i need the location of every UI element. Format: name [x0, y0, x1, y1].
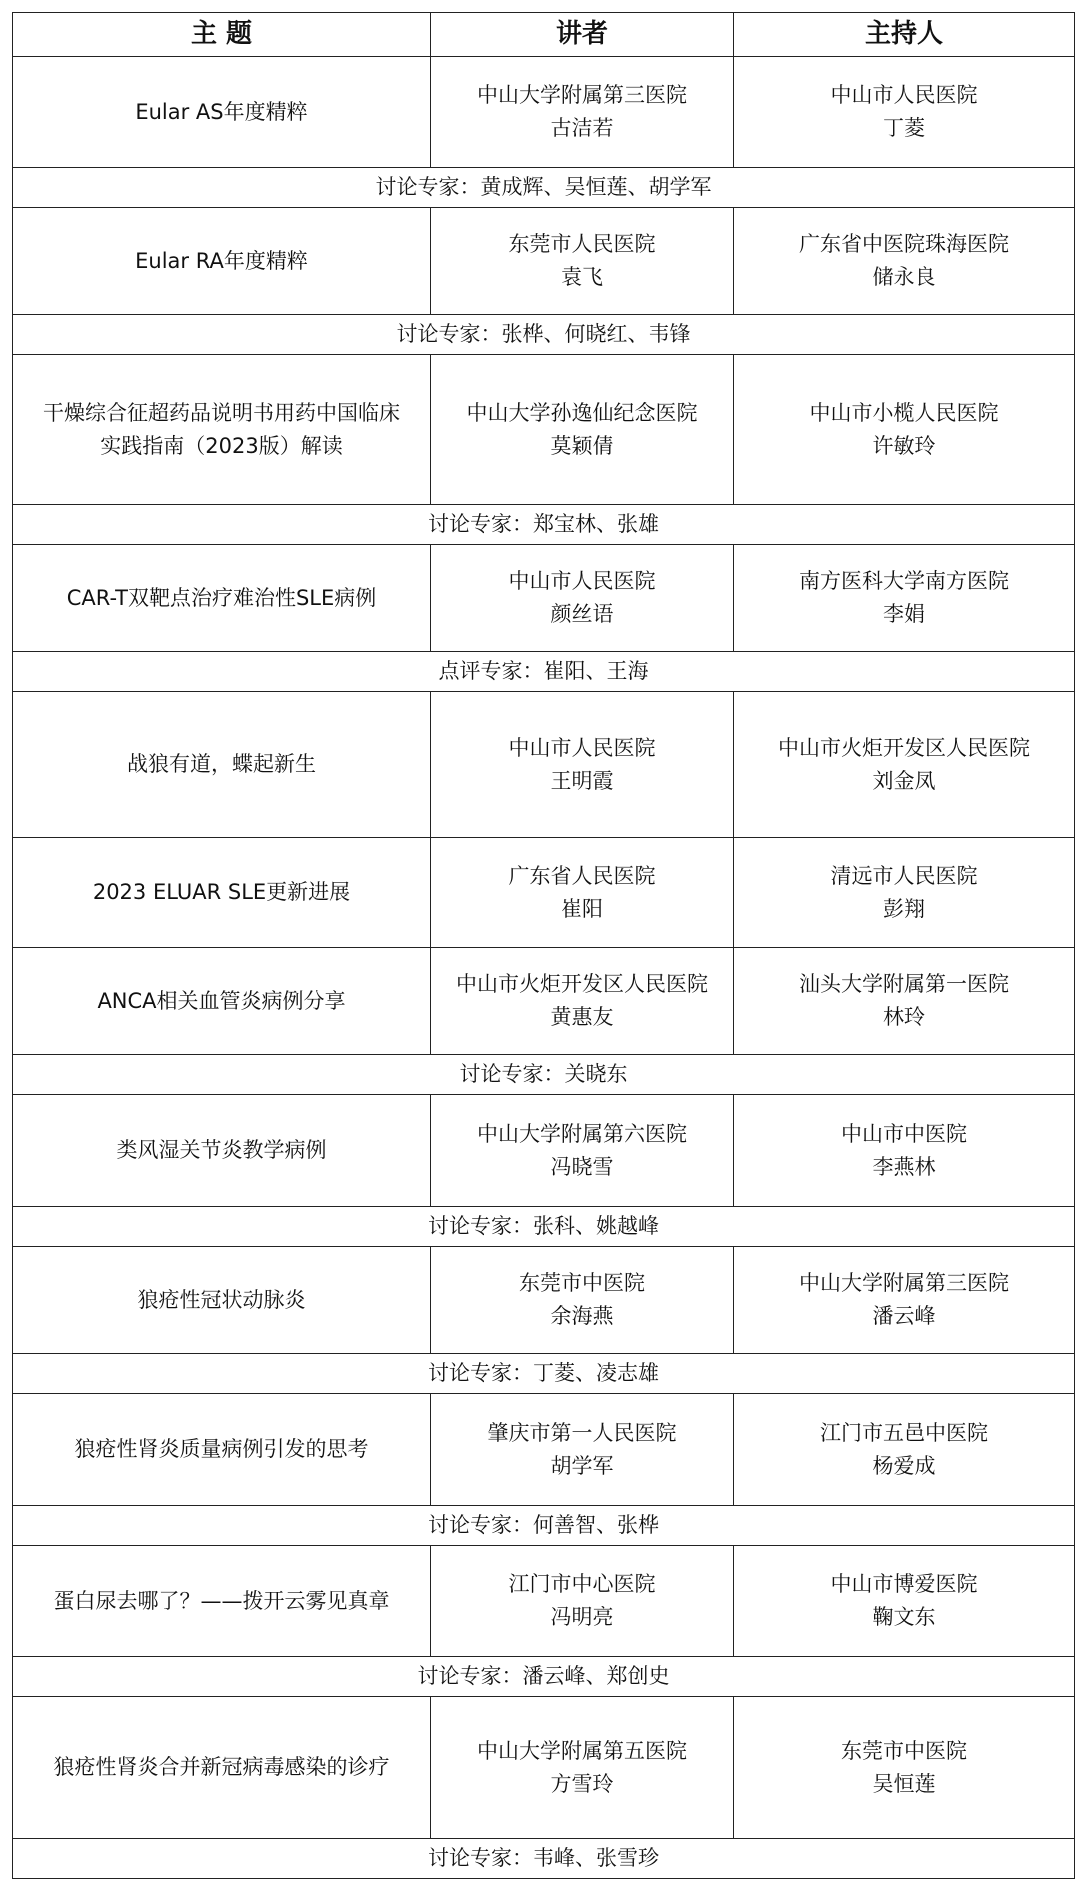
discussion-experts: 讨论专家：丁菱、凌志雄: [13, 1354, 1075, 1394]
speaker-name: 王明霞: [550, 768, 614, 793]
speaker-institution: 中山大学附属第六医院: [477, 1121, 687, 1146]
speaker-institution: 中山市火炬开发区人民医院: [456, 972, 708, 996]
host-institution: 中山市人民医院: [830, 83, 978, 107]
header-speaker: 讲者: [431, 13, 734, 57]
speaker-institution: 中山大学孙逸仙纪念医院: [466, 400, 698, 425]
topic-title: ANCA相关血管炎病例分享: [97, 988, 346, 1013]
discussion-experts: 讨论专家：何善智、张桦: [13, 1506, 1075, 1546]
speaker-institution: 东莞市中医院: [519, 1271, 645, 1295]
cell-topic: [13, 545, 431, 652]
speaker-name: 古洁若: [550, 116, 614, 140]
topic-title: 狼疮性肾炎合并新冠病毒感染的诊疗: [53, 1755, 390, 1779]
cell-topic: [13, 1697, 431, 1839]
cell-speaker: [431, 1095, 734, 1207]
cell-topic: [13, 1394, 431, 1506]
cell-topic: [13, 838, 431, 948]
cell-speaker: [431, 692, 734, 838]
cell-speaker: [431, 1546, 734, 1657]
cell-host: [734, 545, 1075, 652]
host-name: 杨爱成: [872, 1453, 936, 1478]
host-name: 刘金凤: [872, 768, 936, 793]
talk-row: [13, 948, 1075, 1055]
discussion-experts: 讨论专家：郑宝林、张雄: [13, 505, 1075, 545]
topic-title: 实践指南（2023版）解读: [100, 433, 343, 458]
host-institution: 广东省中医院珠海医院: [799, 232, 1009, 256]
topic-title: Eular AS年度精粹: [135, 99, 308, 124]
schedule-table: [12, 12, 1075, 1879]
discussion-experts: 讨论专家：张科、姚越峰: [13, 1207, 1075, 1247]
talk-row: [13, 1697, 1075, 1839]
cell-host: [734, 1546, 1075, 1657]
discussion-experts: 点评专家：崔阳、王海: [13, 652, 1075, 692]
talk-row: [13, 57, 1075, 168]
host-institution: 江门市五邑中医院: [820, 1420, 988, 1445]
discussion-row: [13, 652, 1075, 692]
talk-row: [13, 692, 1075, 838]
cell-topic: [13, 355, 431, 505]
cell-speaker: [431, 545, 734, 652]
cell-speaker: [431, 208, 734, 315]
cell-host: [734, 692, 1075, 838]
cell-speaker: [431, 1697, 734, 1839]
host-name: 彭翔: [883, 896, 925, 921]
cell-topic: [13, 1546, 431, 1657]
cell-topic: [13, 208, 431, 315]
host-institution: 汕头大学附属第一医院: [799, 972, 1009, 996]
cell-host: [734, 1095, 1075, 1207]
topic-title: 狼疮性冠状动脉炎: [137, 1287, 306, 1312]
cell-speaker: [431, 948, 734, 1055]
discussion-row: [13, 1657, 1075, 1697]
speaker-name: 冯晓雪: [550, 1154, 614, 1179]
talk-row: [13, 1247, 1075, 1354]
cell-speaker: [431, 1247, 734, 1354]
cell-host: [734, 1247, 1075, 1354]
cell-host: [734, 1697, 1075, 1839]
discussion-experts: 讨论专家：张桦、何晓红、韦锋: [13, 315, 1075, 355]
topic-title: 战狼有道，蝶起新生: [127, 752, 316, 776]
discussion-row: [13, 1839, 1075, 1879]
discussion-row: [13, 168, 1075, 208]
speaker-name: 方雪玲: [550, 1771, 614, 1796]
discussion-row: [13, 1506, 1075, 1546]
speaker-institution: 肇庆市第一人民医院: [487, 1420, 677, 1445]
topic-title: 类风湿关节炎教学病例: [116, 1138, 327, 1162]
discussion-row: [13, 1207, 1075, 1247]
talk-row: [13, 355, 1075, 505]
topic-title: 狼疮性肾炎质量病例引发的思考: [74, 1437, 369, 1461]
speaker-institution: 中山市人民医院: [508, 569, 656, 593]
speaker-name: 余海燕: [550, 1304, 614, 1328]
cell-host: [734, 948, 1075, 1055]
topic-title: CAR-T双靶点治疗难治性SLE病例: [66, 585, 377, 610]
cell-host: [734, 838, 1075, 948]
host-name: 许敏玲: [872, 433, 936, 458]
speaker-name: 颜丝语: [550, 602, 614, 626]
host-name: 李燕林: [872, 1154, 936, 1179]
speaker-institution: 中山大学附属第五医院: [477, 1738, 687, 1763]
cell-topic: [13, 692, 431, 838]
speaker-name: 黄惠友: [550, 1005, 614, 1029]
speaker-name: 冯明亮: [550, 1605, 614, 1629]
cell-speaker: [431, 355, 734, 505]
cell-topic: [13, 948, 431, 1055]
cell-speaker: [431, 838, 734, 948]
cell-host: [734, 1394, 1075, 1506]
cell-host: [734, 208, 1075, 315]
discussion-row: [13, 1354, 1075, 1394]
speaker-name: 胡学军: [550, 1453, 614, 1478]
talk-row: [13, 1394, 1075, 1506]
host-institution: 东莞市中医院: [841, 1738, 967, 1763]
host-name: 吴恒莲: [872, 1771, 936, 1796]
cell-host: [734, 57, 1075, 168]
topic-title: 蛋白尿去哪了？——拨开云雾见真章: [53, 1588, 390, 1613]
discussion-experts: 讨论专家：关晓东: [13, 1055, 1075, 1095]
host-institution: 清远市人民医院: [830, 863, 978, 888]
discussion-row: [13, 1055, 1075, 1095]
cell-host: [734, 355, 1075, 505]
speaker-institution: 江门市中心医院: [508, 1572, 656, 1596]
cell-topic: [13, 1095, 431, 1207]
host-name: 储永良: [872, 265, 936, 289]
host-institution: 中山大学附属第三医院: [799, 1271, 1009, 1295]
host-name: 丁菱: [883, 116, 925, 140]
host-name: 鞠文东: [872, 1605, 936, 1629]
discussion-row: [13, 315, 1075, 355]
speaker-institution: 东莞市人民医院: [508, 232, 656, 256]
host-institution: 中山市中医院: [841, 1121, 967, 1146]
topic-title: 2023 ELUAR SLE更新进展: [92, 880, 351, 904]
discussion-experts: 讨论专家：潘云峰、郑创史: [13, 1657, 1075, 1697]
talk-row: [13, 1095, 1075, 1207]
speaker-name: 崔阳: [561, 896, 603, 921]
header-row: [13, 13, 1075, 57]
discussion-row: [13, 505, 1075, 545]
header-topic: 主 题: [13, 13, 431, 57]
host-name: 潘云峰: [872, 1304, 936, 1328]
speaker-name: 莫颖倩: [550, 433, 614, 458]
cell-topic: [13, 57, 431, 168]
talk-row: [13, 208, 1075, 315]
host-name: 李娟: [883, 602, 925, 626]
discussion-experts: 讨论专家：黄成辉、吴恒莲、胡学军: [13, 168, 1075, 208]
speaker-institution: 广东省人民医院: [508, 863, 656, 888]
host-institution: 南方医科大学南方医院: [799, 569, 1009, 593]
cell-topic: [13, 1247, 431, 1354]
speaker-name: 袁飞: [561, 265, 603, 289]
topic-title: Eular RA年度精粹: [135, 248, 308, 273]
talk-row: [13, 545, 1075, 652]
cell-speaker: [431, 57, 734, 168]
header-host: 主持人: [734, 13, 1075, 57]
speaker-institution: 中山市人民医院: [508, 735, 656, 760]
host-institution: 中山市小榄人民医院: [809, 400, 999, 425]
talk-row: [13, 838, 1075, 948]
cell-speaker: [431, 1394, 734, 1506]
talk-row: [13, 1546, 1075, 1657]
topic-title: 干燥综合征超药品说明书用药中国临床: [43, 400, 400, 425]
discussion-experts: 讨论专家：韦峰、张雪珍: [13, 1839, 1075, 1879]
host-institution: 中山市博爱医院: [830, 1572, 978, 1596]
host-name: 林玲: [883, 1005, 925, 1029]
host-institution: 中山市火炬开发区人民医院: [778, 735, 1030, 760]
speaker-institution: 中山大学附属第三医院: [477, 83, 687, 107]
